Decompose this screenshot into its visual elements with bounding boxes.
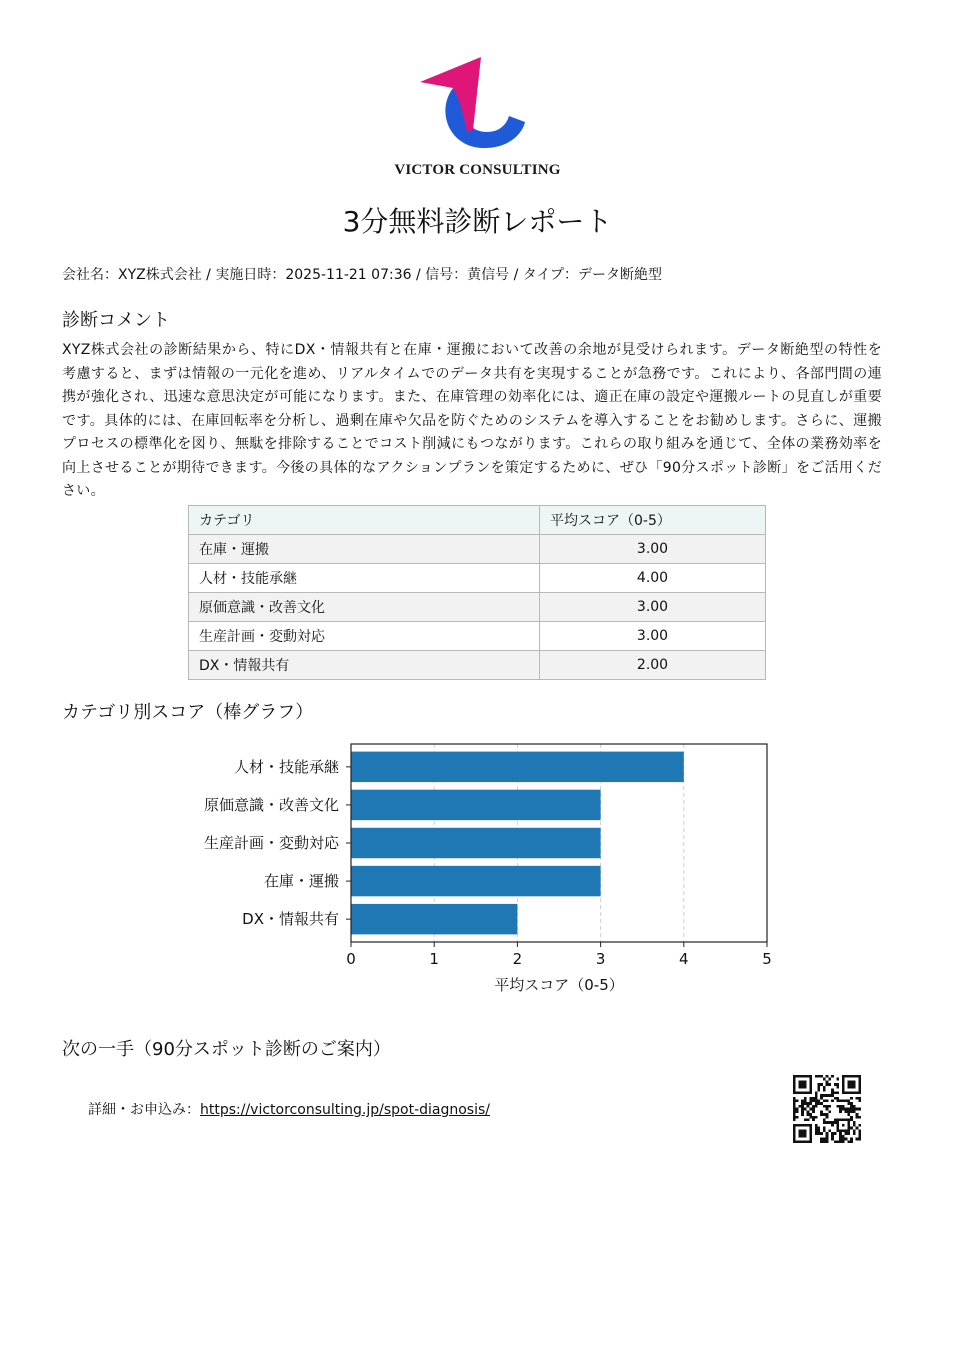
- bar: [351, 790, 601, 820]
- table-row: [189, 564, 766, 593]
- qr-code-icon[interactable]: [793, 1075, 861, 1143]
- row-category: 原価意識・改善文化: [189, 593, 540, 622]
- x-tick-label: 0: [346, 950, 356, 968]
- score-bar-chart: [150, 730, 810, 1010]
- row-category: 在庫・運搬: [189, 535, 540, 564]
- bar: [351, 904, 517, 934]
- comment-heading: 診断コメント: [62, 310, 170, 331]
- row-category: DX・情報共有: [189, 651, 540, 680]
- x-axis-label: 平均スコア（0-5）: [494, 976, 624, 994]
- x-tick-label: 1: [429, 950, 439, 968]
- chart-heading: カテゴリ別スコア（棒グラフ）: [62, 702, 314, 723]
- x-tick-label: 2: [512, 950, 523, 968]
- report-meta: 会社名：XYZ株式会社 / 実施日時：2025-11-21 07:36 / 信号：黄信号 / タイプ：データ断絶型: [62, 267, 663, 283]
- row-score: 3.00: [540, 593, 766, 622]
- row-score: 3.00: [540, 622, 766, 651]
- header-score: 平均スコア（0-5）: [540, 506, 766, 535]
- table-row: [189, 593, 766, 622]
- x-tick-label: 5: [762, 950, 772, 968]
- bar: [351, 828, 601, 858]
- row-category: 人材・技能承継: [189, 564, 540, 593]
- next-step-link-row: [88, 1099, 490, 1119]
- table-row: [189, 535, 766, 564]
- spot-diagnosis-link[interactable]: https://victorconsulting.jp/spot-diagnosis/: [200, 1102, 490, 1118]
- header-category: カテゴリ: [189, 506, 540, 535]
- brand-name: VICTOR CONSULTING: [394, 162, 561, 178]
- page-title: 3分無料診断レポート: [342, 205, 613, 238]
- next-step-heading: 次の一手（90分スポット診断のご案内）: [62, 1039, 391, 1060]
- table-header-row: [189, 506, 766, 535]
- y-tick-label: 生産計画・変動対応: [203, 834, 339, 852]
- row-score: 2.00: [540, 651, 766, 680]
- y-tick-label: 人材・技能承継: [233, 757, 339, 776]
- y-tick-label: 原価意識・改善文化: [203, 795, 339, 814]
- comment-body: XYZ株式会社の診断結果から、特にDX・情報共有と在庫・運搬において改善の余地が見受けられます。データ断絶型の特性を考慮すると、まずは情報の一元化を進め、リアルタイムでのデータ共有を実現することが急務です。これにより、各部門間の連携が強化され、迅速な意思決定が可能になります。また、在庫管理の効率化には、適正在庫の設定や運搬ルートの見直しが重要です。具体的には、在庫回転率を分析し、過剰在庫や欠品を防ぐためのシステムを導入することをお勧めします。さらに、運搬プロセスの標準化を図り、無駄を排除することでコスト削減にもつながります。これらの取り組みを通じて、全体の業務効率を向上させることが期待できます。今後の具体的なアクションプランを策定するために、ぜひ「90分スポット診断」をご活用ください。: [62, 342, 882, 499]
- row-score: 3.00: [540, 535, 766, 564]
- link-label: 詳細・お申込み：: [88, 1102, 200, 1118]
- bar: [351, 866, 601, 896]
- row-score: 4.00: [540, 564, 766, 593]
- bar: [351, 752, 684, 782]
- score-table: [188, 505, 766, 680]
- curved-arrow-logo-icon: [415, 52, 540, 152]
- x-tick-label: 4: [679, 950, 689, 968]
- table-row: [189, 622, 766, 651]
- y-tick-label: DX・情報共有: [242, 910, 339, 929]
- x-tick-label: 3: [595, 950, 606, 968]
- table-row: [189, 651, 766, 680]
- y-tick-label: 在庫・運搬: [263, 872, 339, 891]
- row-category: 生産計画・変動対応: [189, 622, 540, 651]
